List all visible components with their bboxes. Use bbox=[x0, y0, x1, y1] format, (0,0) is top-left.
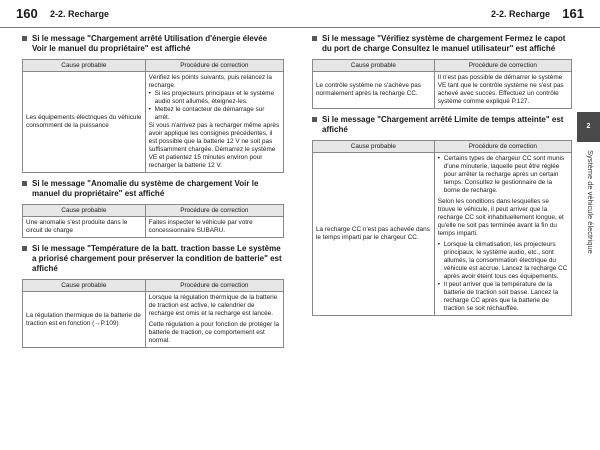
table-row bbox=[313, 72, 572, 109]
page-number: 160 bbox=[16, 6, 38, 21]
chapter-tab: 2 bbox=[577, 112, 600, 142]
column-header-procedure: Procédure de correction bbox=[434, 60, 571, 72]
section-heading: Si le message "Chargement arrêté Limite de temps atteinte" est affiché bbox=[312, 115, 572, 135]
column-header-cause: Cause probable bbox=[23, 205, 146, 217]
procedure-list bbox=[438, 155, 568, 195]
procedure-outro: Si vous n'arrivez pas à recharger même après avoir appliqué les consignes précédentes, il est possible que la batterie 12 V ne soit pas suffisamment chargée. Démarrez le système VE et patientez 15 minutes environ pour recharger la batterie 12 V. bbox=[148, 122, 280, 169]
list-item: • Certains types de chargeur CC sont munis d'une minuterie, laquelle peut être réglée pour arrêter la recharge après un certain temps. Consultez le gestionnaire de la borne de recharge. bbox=[438, 155, 568, 195]
procedure-list bbox=[438, 241, 568, 313]
chapter-side-title: Système de véhicule électrique bbox=[586, 150, 595, 254]
cause-cell: Les équipements électriques du véhicule consomment de la puissance bbox=[23, 72, 146, 173]
section-heading: Si le message "Chargement arrêté Utilisation d'énergie élevée Voir le manuel du propriétaire" est affiché bbox=[22, 34, 284, 54]
list-item: • Si les projecteurs principaux et le système audio sont allumés, éteignez-les. bbox=[149, 90, 280, 106]
troubleshooting-table bbox=[22, 59, 284, 173]
column-header-procedure: Procédure de correction bbox=[145, 280, 283, 292]
column-header-procedure: Procédure de correction bbox=[145, 205, 283, 217]
troubleshooting-table bbox=[22, 279, 284, 348]
procedure-cell bbox=[434, 153, 571, 316]
list-item: • Lorsque la climatisation, les projecteurs principaux, le système audio, etc., sont allumés, la consommation électrique du véhicule est accrue. Lancez la recharge CC après avoir éteint tous ces équipements. bbox=[438, 241, 568, 281]
procedure-intro: Vérifiez les points suivants, puis relancez la recharge. bbox=[148, 74, 272, 89]
procedure-cell: Faites inspecter le véhicule par votre concessionnaire SUBARU. bbox=[145, 217, 283, 238]
cause-cell: Le contrôle système ne s'achève pas normalement après la recharge CC. bbox=[313, 72, 435, 109]
table-row bbox=[23, 292, 284, 348]
procedure-paragraph: Selon les conditions dans lesquelles se trouve le véhicule, il peut arriver que la recharge CC soit inhabituellement longue, et qu'elle ne soit pas terminée avant la fin du temps imparti. bbox=[437, 198, 564, 237]
page-number: 161 bbox=[562, 6, 584, 21]
procedure-paragraph: Cette régulation a pour fonction de protéger la batterie de traction, ce comportement est normal. bbox=[148, 321, 280, 344]
section-heading: Si le message "Anomalie du système de chargement Voir le manuel du propriétaire" est affiché bbox=[22, 179, 284, 199]
procedure-cell bbox=[145, 72, 283, 173]
header-rule bbox=[0, 27, 300, 28]
table-row bbox=[23, 217, 284, 238]
right-page-header bbox=[300, 6, 600, 28]
column-header-procedure: Procédure de correction bbox=[434, 141, 571, 153]
section-label: 2-2. Recharge bbox=[490, 9, 550, 19]
left-page-header bbox=[0, 6, 300, 28]
column-header-procedure: Procédure de correction bbox=[145, 60, 283, 72]
troubleshooting-table bbox=[312, 59, 572, 109]
column-header-cause: Cause probable bbox=[313, 141, 435, 153]
procedure-cell: Il n'est pas possible de démarrer le système VE tant que le contrôle système ne s'est pas achevé avec succès. Effectuez un contrôle système comme expliqué P.127. bbox=[434, 72, 571, 109]
section-heading: Si le message "Température de la batt. traction basse Le système a priorisé chargement pour préserver la condition de batterie" est affiché bbox=[22, 244, 284, 274]
procedure-cell bbox=[145, 292, 283, 348]
header-rule bbox=[300, 27, 600, 28]
column-header-cause: Cause probable bbox=[23, 280, 146, 292]
cause-cell: La recharge CC n'est pas achevée dans le temps imparti par le chargeur CC. bbox=[313, 153, 435, 316]
table-row bbox=[23, 72, 284, 173]
troubleshooting-table bbox=[312, 140, 572, 316]
column-header-cause: Cause probable bbox=[23, 60, 146, 72]
list-item: • Il peut arriver que la température de la batterie de traction soit basse. Lancez la recharge CC après que la batterie de traction se soit réchauffée. bbox=[438, 281, 568, 313]
section-label: 2-2. Recharge bbox=[50, 9, 110, 19]
column-header-cause: Cause probable bbox=[313, 60, 435, 72]
left-content bbox=[22, 34, 284, 354]
cause-cell: La régulation thermique de la batterie de traction est en fonction (→P.109) bbox=[23, 292, 146, 348]
troubleshooting-table bbox=[22, 204, 284, 238]
procedure-paragraph: Lorsque la régulation thermique de la batterie de traction est active, le calendrier de recharge est omis et la recharge est lancée. bbox=[148, 294, 278, 317]
cause-cell: Une anomalie s'est produite dans le circuit de charge bbox=[23, 217, 146, 238]
procedure-list bbox=[149, 90, 280, 122]
right-content bbox=[312, 34, 572, 322]
table-row bbox=[313, 153, 572, 316]
list-item: • Mettez le contacteur de démarrage sur arrêt. bbox=[149, 106, 280, 122]
section-heading: Si le message "Vérifiez système de chargement Fermez le capot du port de charge Consultez le manuel utilisateur" est affiché bbox=[312, 34, 572, 54]
